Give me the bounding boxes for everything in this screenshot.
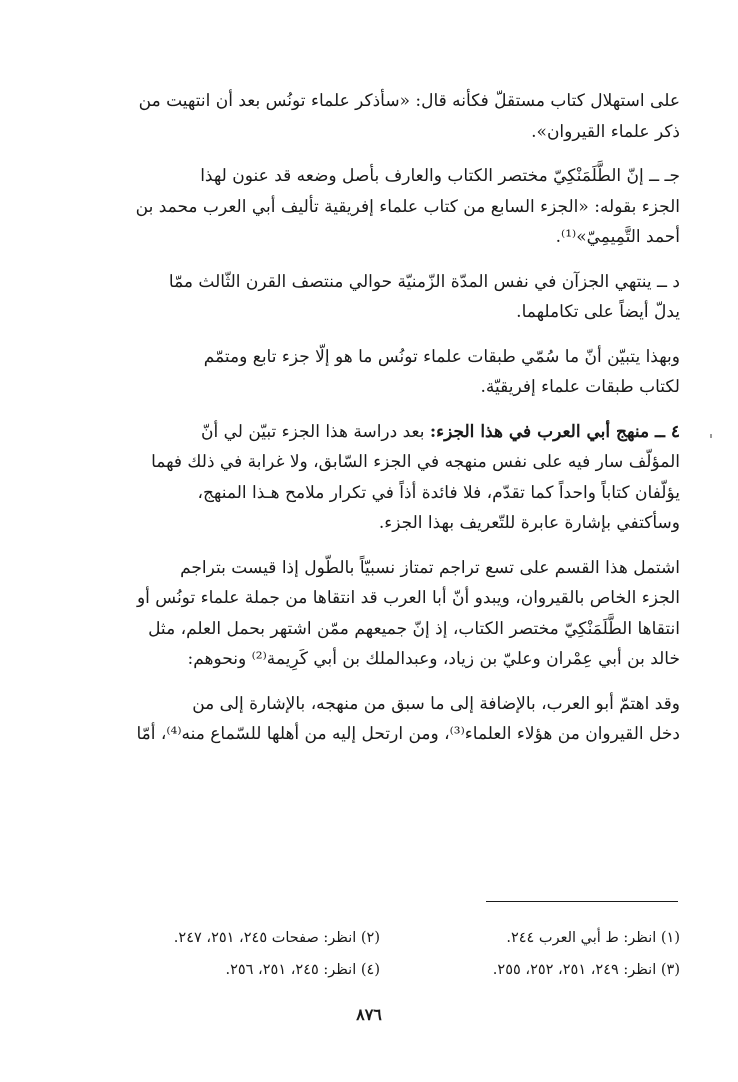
text-line: د ــ ينتهي الجزآن في نفس المدّة الزّمنيّة حوالي منتصف القرن الثّالث ممّا bbox=[168, 271, 680, 292]
text-line: أحمد التَّمِيمِيّ»⁽¹⁾. bbox=[555, 227, 680, 247]
text-line: وبهذا يتبيّن أنّ ما سُمّي طبقات علماء تونُس ما هو إلّا جزء تابع ومتمّم bbox=[203, 346, 680, 367]
text-line: ذكر علماء القيروان». bbox=[531, 121, 680, 142]
text-line: اشتمل هذا القسم على تسع تراجم تمتاز نسبيّاً بالطّول إذا قيست بتراجم bbox=[180, 557, 680, 578]
paragraph-biographies bbox=[74, 553, 680, 675]
footnote-row bbox=[90, 954, 680, 986]
footnote-4: (٤) انظر: ٢٤٥، ٢٥١، ٢٥٦. bbox=[225, 962, 380, 978]
paragraph-point-jeem bbox=[74, 161, 680, 253]
text-line: الجزء الخاص بالقيروان، ويبدو أنّ أبا العرب قد انتقاها من جملة علماء تونُس أو bbox=[136, 588, 680, 608]
footnotes bbox=[90, 922, 680, 986]
footnote-3: (٣) انظر: ٢٤٩، ٢٥١، ٢٥٢، ٢٥٥. bbox=[492, 962, 680, 978]
text-line: وقد اهتمّ أبو العرب، بالإضافة إلى ما سبق من منهجه، بالإشارة إلى من bbox=[192, 693, 680, 714]
text-line: خالد بن أبي عِمْران وعليّ بن زياد، وعبدالملك بن أبي كَرِيمة⁽²⁾ ونحوهم: bbox=[187, 649, 680, 669]
paragraph-conclusion bbox=[74, 342, 680, 403]
text-line: جـ ــ إنّ الطَّلَمَنْكِيّ مختصر الكتاب والعارف بأصل وضعه قد عنون لهذا bbox=[200, 166, 680, 186]
text-line: دخل القيروان من هؤلاء العلماء⁽³⁾، ومن ارتحل إليه من أهلها للسّماع منه⁽⁴⁾، أمّا bbox=[136, 724, 680, 744]
text-line: المؤلّف سار فيه على نفس منهجه في الجزء السّابق، ولا غرابة في ذلك فهما bbox=[151, 452, 680, 472]
footnote-1: (١) انظر: ط أبي العرب ٢٤٤. bbox=[506, 930, 680, 946]
footnote-2: (٢) انظر: صفحات ٢٤٥، ٢٥١، ٢٤٧. bbox=[173, 930, 380, 946]
text-line: لكتاب طبقات علماء إفريقيّة. bbox=[480, 377, 680, 397]
paragraph-continuation bbox=[74, 86, 680, 147]
text-line: يؤلّفان كتاباً واحداً كما تقدّم، فلا فائدة أذاً في تكرار ملامح هـذا المنهج، bbox=[197, 482, 680, 503]
paragraph-section-4 bbox=[74, 417, 680, 539]
main-text bbox=[74, 86, 680, 764]
footnote-row bbox=[90, 922, 680, 954]
text-line: انتقاها الطَّلَمَنْكِيّ مختصر الكتاب، إذ إنّ جميعهم ممّن اشتهر بحمل العلم، مثل bbox=[148, 618, 680, 639]
section-heading: ٤ ــ منهج أبي العرب في هذا الجزء: bbox=[429, 421, 680, 442]
text-line: الجزء بقوله: «الجزء السابع من كتاب علماء إفريقية تأليف أبي العرب محمد بن bbox=[135, 196, 680, 217]
text-line bbox=[74, 417, 680, 448]
text-run: بعد دراسة هذا الجزء تبيّن لي أنّ bbox=[200, 421, 430, 442]
text-line: يدلّ أيضاً على تكاملهما. bbox=[516, 302, 680, 322]
page-number: ٨٧٦ bbox=[356, 1005, 382, 1024]
text-line: على استهلال كتاب مستقلّ فكأنه قال: «سأذكر علماء تونُس بعد أن انتهيت من bbox=[138, 91, 680, 111]
scan-speck bbox=[710, 434, 712, 438]
text-line: وسأكتفي بإشارة عابرة للتّعريف بهذا الجزء. bbox=[378, 513, 680, 533]
paragraph-point-dal bbox=[74, 267, 680, 328]
paragraph-method bbox=[74, 689, 680, 750]
footnote-divider bbox=[486, 901, 678, 902]
